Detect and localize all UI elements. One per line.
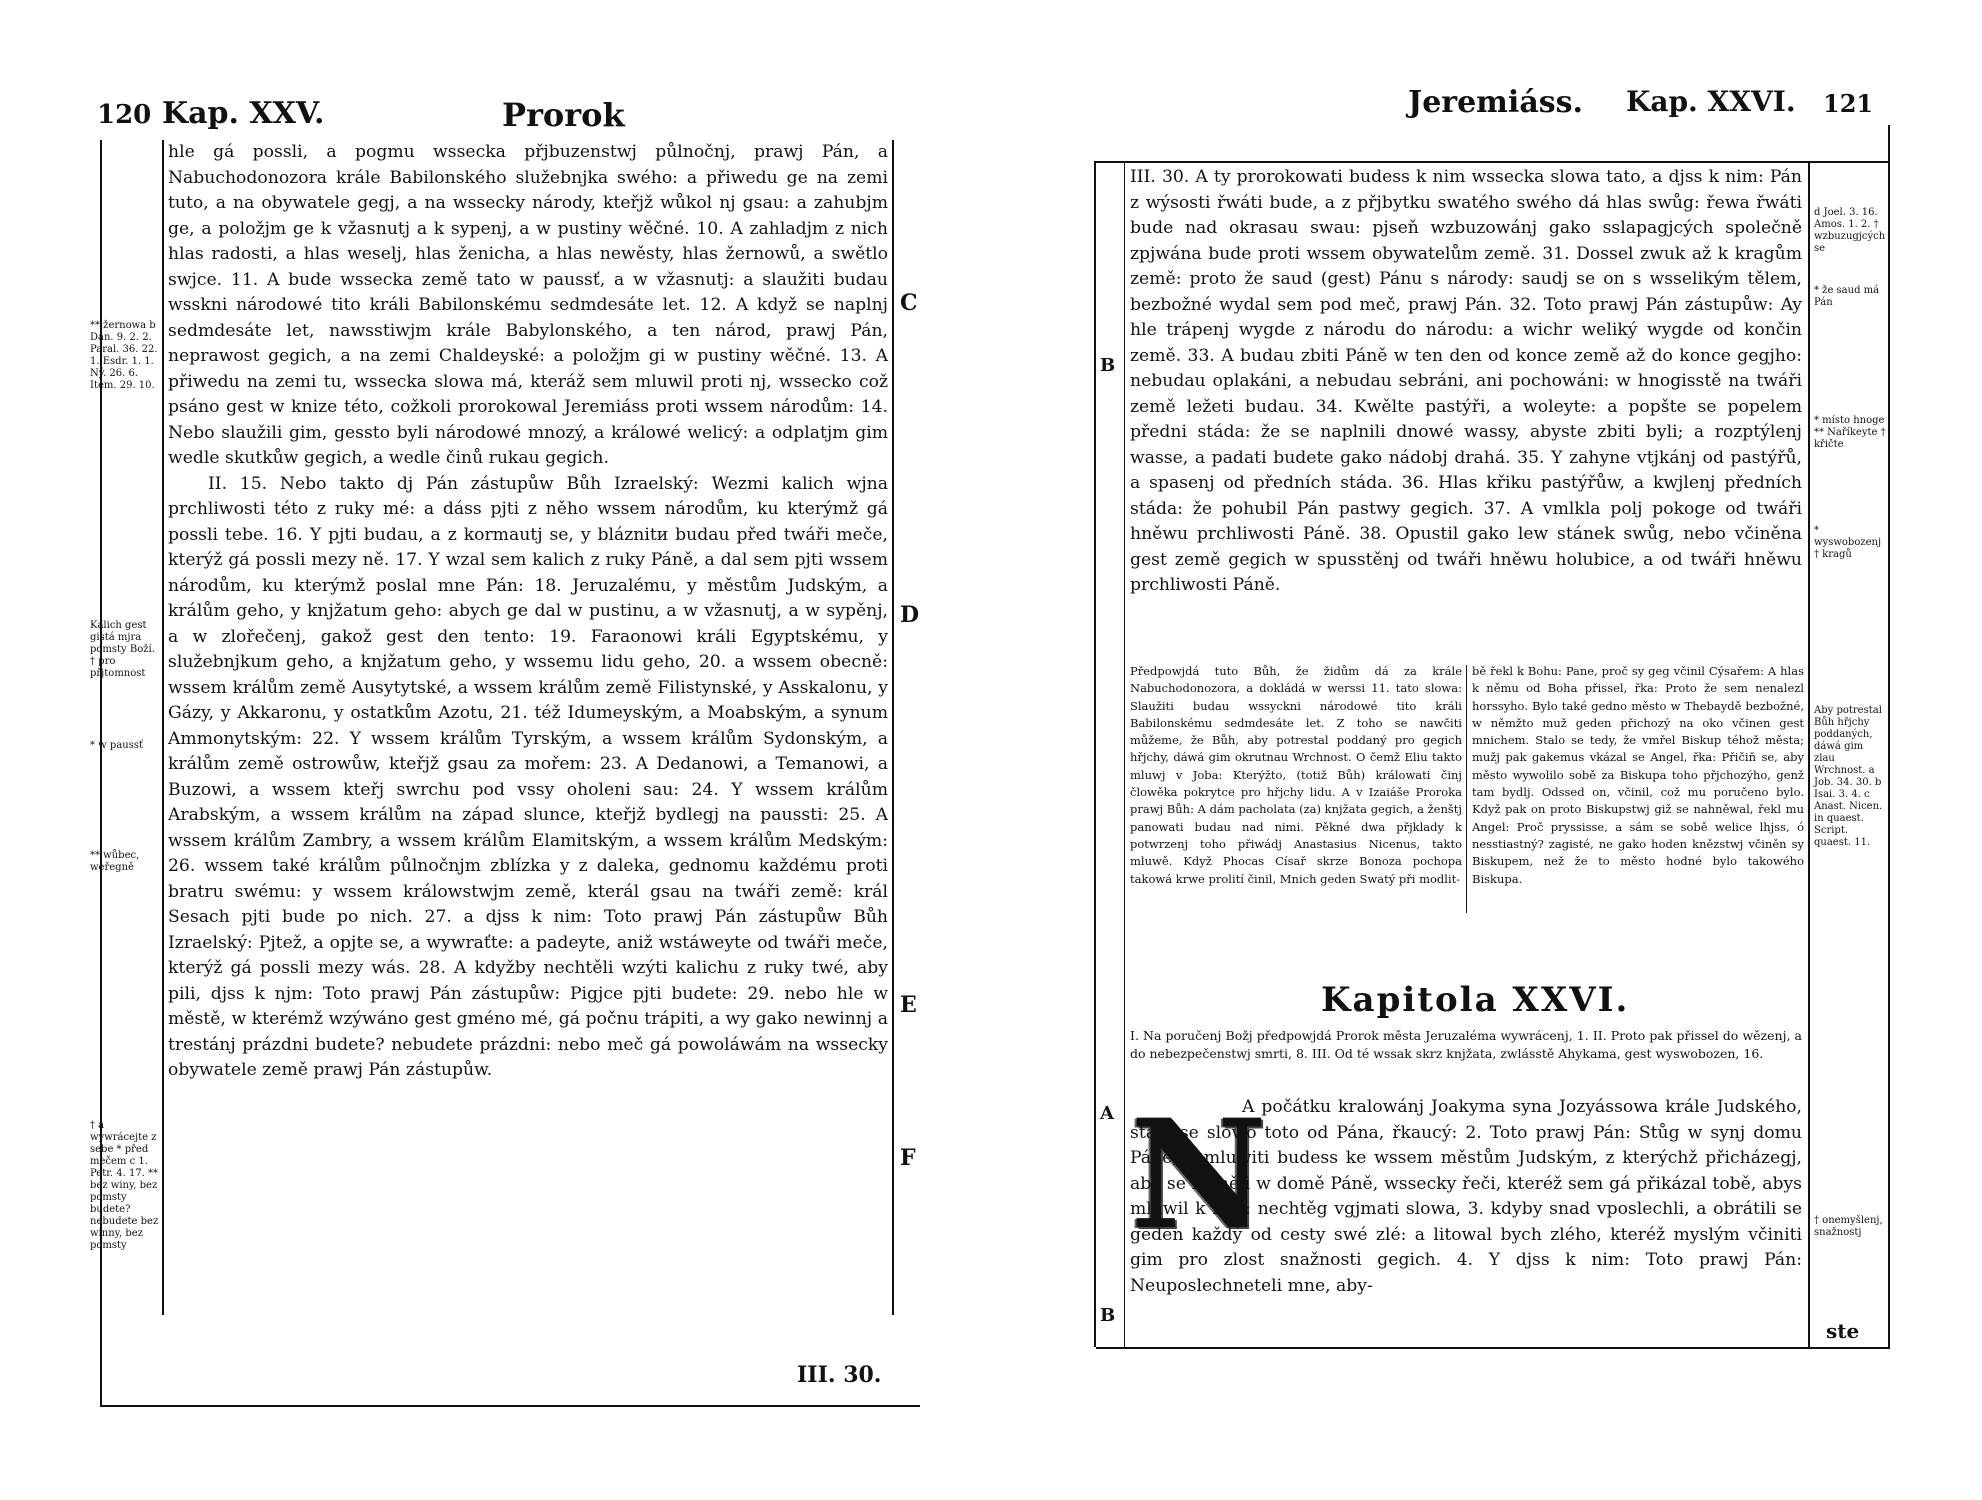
- left-paragraph-2: II. 15. Nebo takto dj Pán zástupůw Bůh Izraelský: Wezmi kalich wjna prchliwosti této z ruky mé: a dáss pjti z něho wssem národům, ku kterýmž gá possli tebe. 16. Y pjti budau, a z kormautj se, y bláznitи budau před twáři meče, kterýž gá possli mezy ně. 17. Y wzal sem kalich z ruky Páně, a dal sem pjti wssem národům, ku kterýmž poslal mne Pán: 18. Jeruzalému, y městům Judským, a králům geho, y knjžatum geho: abych ge dal w pustinu, a w vžasnutj, a w sypěnj, a w zlořečenj, gakož gest den tento: 19. Faraonowi králi Egyptskému, y služebnjkum geho, a knjžatum geho, y wssemu lidu geho, 20. a wssem obecně: wssem králům země Ausytytské, a wssem králům země Filistynské, y Asskalonu, y Gázy, y Akkaronu, y ostatkům Azotu, 21. též Idumeyským, a Moabským, a synum Ammonytským: 22. Y wssem králům Tyrským, a wssem králům Sydonským, a králům země ostrowůw, kteřjž gsau za mořem: 23. A Dedanowi, a Temanowi, a Buzowi, a wssem kteřj swrchu pod vssy oholeni sau: 24. Y wssem králům Arabským, a wssem králům na západ slunce, kteřjž bydlegj na paussti: 25. A wssem králům Zambry, a wssem králům Elamitským, a wssem králům Medským: 26. wssem také králům půlnočnjm zblízka y z daleka, gednomu každému proti bratru swému: y wssem králowstwjm země, kterál gsau na twáři země: král Sesach pjti bude po nich. 27. a djss k nim: Toto prawj Pán zástupůw Bůh Izraelský: Pjtež, a opjte se, a wywraťte: a padeyte, aniž wstáweyte od twáři meče, kterýž gá possli mezy wás. 28. A kdyžby nechtěli wzýti kalichu z ruky twé, aby pili, djss k njm: Toto prawj Pán zástupůw: Pigjce pjti budete: 29. nebo hle w městě, w kterémž wzýwáno gest gméno mé, gá počnu trápiti, a wy gako newinnj a trestánj prázdni budete? nebudete prázdni: nebo meč gá powoláwám na wssecky obywatele země prawj Pán zástupůw.: [168, 473, 888, 1080]
- chapter-summary: I. Na poručenj Božj předpowjdá Prorok města Jeruzaléma wywrácenj, 1. II. Proto pak přissel do wězenj, a do nebezpečenstwj smrti, 8. III. Od té wssak skrz knjžata, zwlásstě Ahykama, gest wyswobozen, 16.: [1130, 1028, 1802, 1061]
- right-catchword: ste: [1826, 1319, 1860, 1343]
- left-page: [90, 96, 920, 1407]
- right-inner-left-rule: [1124, 161, 1125, 1347]
- margin-note: ** žernowa b Dan. 9. 2. 2. Paral. 36. 22. 1. Esdr. 1. 1. Ný. 26. 6. Item. 29. 10.: [90, 320, 158, 391]
- right-chapter-label: Kap. XXVI.: [1626, 85, 1796, 118]
- footnote-divider: [1466, 665, 1467, 913]
- right-column-rule: [1808, 161, 1810, 1347]
- left-catchword: III. 30.: [797, 1362, 882, 1388]
- left-margin-notes: [90, 140, 160, 1251]
- margin-note: Aby potrestal Bůh hřjchy poddaných, dáwá gim zlau Wrchnost. a Job. 34. 30. b Isai. 3. 4. c Anast. Nicen. in quaest. Script. quaest. 11.: [1814, 705, 1883, 848]
- chapter-title: Kapitola XXVI.: [1321, 980, 1630, 1020]
- margin-note: Kalich gest gistá mjra pomsty Boží. † pro přjtomnost: [90, 620, 155, 679]
- left-margin-rule: [162, 140, 164, 1315]
- section-letter-e: E: [900, 992, 917, 1018]
- margin-note: * místo hnoge ** Naříkeyte † křičte: [1814, 415, 1886, 450]
- right-main-text: III. 30. A ty prorokowati budess k nim wsseckа slowa tato, a djss k nim: Pán z wýsosti řwáti bude, a z přjbytku swatého swého dá hlas swůg: řewa řwáti bude nad okrasau swau: pjseň wzbuzowánj gako sslapagjcých společně zpjwána bude proti wssem obywatelům země. 31. Dossel zwuk až k kragům země: proto že saud (gest) Pánu s národy: saudj se on s wsselikým tělem, bezbožné wydal sem pod meč, prawj Pán. 32. Toto prawj Pán zástupůw: Ay hle trápenj wygde z národu do národu: a wichr weliký wygde od končin země. 33. A budau zbiti Páně w ten den od konce země až do konce gegjho: nebudau oplakáni, a nebudau sebráni, ani pochowáni: w hnogisstě na twáři země ležeti budau. 34. Kwělte pastýři, a woleyte: a popšte se popelem předni stáda: že se naplnili dnowé wassy, abyste zbiti byli; a rozptýlenj wasse, a padati budete gako nádobj drahá. 35. Y zahyne vtjkánj od pastýřů, a spasenj od předních stáda. 36. Hlas křiku pastýřůw, a kwjlenj předních stáda: že pohubil Pán pastwy gegich. 37. A vmlkla polj pokoge od twáři hněwu prchliwosti Páně. 38. Opustil gako lew stánek swůg, nebo včiněna gest země gegich w spusstěnj od twáři hněwu holubice, a od twáři hněwu prchliwosti Páně.: [1130, 167, 1802, 595]
- right-margin-notes: [1814, 165, 1886, 1265]
- margin-note: d Joel. 3. 16. Amos. 1. 2. † wzbuzugjcých se: [1814, 207, 1886, 254]
- margin-note: * w paussť: [90, 740, 144, 751]
- section-letter-b2: B: [1100, 1305, 1116, 1326]
- section-letter-b: B: [1100, 355, 1116, 376]
- left-main-text: [168, 140, 888, 1084]
- right-left-rule: [1094, 161, 1096, 1347]
- margin-note: † onemyšlenj, snažnostj: [1814, 1215, 1883, 1238]
- left-column-rule: [892, 140, 894, 1315]
- right-page: [1096, 85, 1890, 1349]
- right-top-rule: [1094, 161, 1888, 163]
- margin-note: * že saud má Pán: [1814, 285, 1880, 308]
- section-letter-c: C: [900, 290, 918, 316]
- section-letter-d: D: [900, 602, 920, 628]
- chapter-text: A počátku kralowánj Joakyma syna Jozyássowa krále Judského, stalo se slowo toto od Pána, řkaucý: 2. Toto prawj Pán: Stůg w synj domu Páně; a mluwiti budess ke wssem městům Judským, z kterýchž přicházegj, aby se klaněli w domě Páně, wssecky řeči, kteréž sem gá přikázal tobě, abys mluwil k nim: nechtěg vgjmati slowa, 3. kdyby snad vposlechli, a obrátili se geden každý od cesty swé zlé: a litowal bych zlého, kteréž myslým včiniti gim pro zlost snažnosti gegich. 4. Y djss k nim: Toto prawj Pán: Neuposlechneteli mne, aby-: [1130, 1097, 1802, 1296]
- right-page-number: 121: [1823, 89, 1874, 118]
- margin-note: † a wywrácejte z sebe * před mečem c 1. Petr. 4. 17. ** bez winy, bez pomsty budete? nebudete bez winny, bez pomsty: [90, 1120, 159, 1251]
- footnote-left-column: Předpowjdá tuto Bůh, že židům dá za krále Nabuchodonozora, a dokládá w werssi 11. tato slowa: Slaužiti budau wssyckni národowé tito králi Babilonskému sedmdesáte let. Z toho se nawčiti můžeme, že Bůh, aby potrestal poddaný pro gegich hřjchy, dáwá gim okrutnau Wrchnost. O čemž Eliu takto mluwj v Joba: Kterýžto, (totiž Bůh) králowati činj člowěka pokrytce pro hřjchy lidu. A v Izaiáše Proroka prawj Bůh: A dám pacholata (za) knjžata gegich, a ženštj panowati budau nad nimi. Pěkné dwa přjklady k potwrzenj toho přiwádj Anastasius Nicenus, takto mluwě. Když Phocas Císař skrze Bonoza pochopa takowá krwe prolití činil, Mnich geden Swatý při modlit-: [1130, 664, 1462, 886]
- decorative-initial: N: [1130, 1087, 1268, 1263]
- left-paragraph-1: hle gá possli, a pogmu wsseckа přjbuzenstwj půlnočnj, prawj Pán, a Nabuchodonozora krále Babilonského služebnjka swého: a přiwedu ge na zemi tuto, a na obywatele gegj, a na wssecky národy, kteřjž wůkol nj gsau: a zahubjm ge, a položjm ge k vžasnutj a k sypenj, a w pustiny wěčné. 10. A zahladjm z nich hlas radosti, a hlas weselj, hlas ženicha, a hlas newěsty, hlas žernowů, a swětlo swjce. 11. A bude wsseckа země tato w paussť, a w vžasnutj: a slaužiti budau wsskni národowé tito králi Babilonskému sedmdesáte let. 12. A když se naplnj sedmdesáte let, nawsstiwjm krále Babylonského, a ten národ, prawj Pán, neprawost gegich, a na zemi Chaldeyské: a položjm gi w pustiny wěčné. 13. A přiwedu na zemi tu, wsseckа slowa má, kteráž sem mluwil proti nj, wsseckо což psáno gest w knize této, cožkoli prorokowal Jeremiáss proti wssem národům: 14. Nebo slaužili gim, gessto byli národowé mnozý, a králowé welicý: a odplatjm gim wedle skutkůw gegich, a wedle činů rukau gegich.: [168, 142, 888, 468]
- right-running-title: Jeremiáss.: [1408, 85, 1583, 120]
- section-letter-a: A: [1100, 1103, 1114, 1124]
- margin-note: ** wůbec, weřegně: [90, 850, 140, 873]
- left-running-title: Prorok: [502, 96, 625, 134]
- section-letter-f: F: [900, 1145, 916, 1171]
- left-chapter-label: Kap. XXV.: [162, 96, 325, 131]
- footnote-right-column: bě řekl k Bohu: Pane, proč sy geg včinil Cýsařem: A hlas k němu od Boha přissel, řka: Proto že sem nenalezl horssyho. Bylo také gedno město w Thebaydě bezbožné, w němžto muž geden přichozý na oko včinen gest mnichem. Stalo se tedy, že vmřel Biskup téhož města; mužj pak gakemus vkázal se Angel, řka: Přičiň se, aby město wywolilo sobě za Biskupa toho přjchozýho, genž tam bydlj. Odssed on, včinil, což mu poručeno bylo. Když pak on proto Biskupstwj giž se nahněwal, řekl mu Angel: Proč pryssisse, a sám se sobě welice lhjss, ó nesstiastný? zagisté, ne gako hoden knězstwj včiněn sy Biskupem, než že to město hodné bylo takowého Biskupa.: [1472, 664, 1804, 886]
- left-page-number: 120: [97, 100, 152, 130]
- margin-note: * wyswobozenj † kragů: [1814, 525, 1882, 560]
